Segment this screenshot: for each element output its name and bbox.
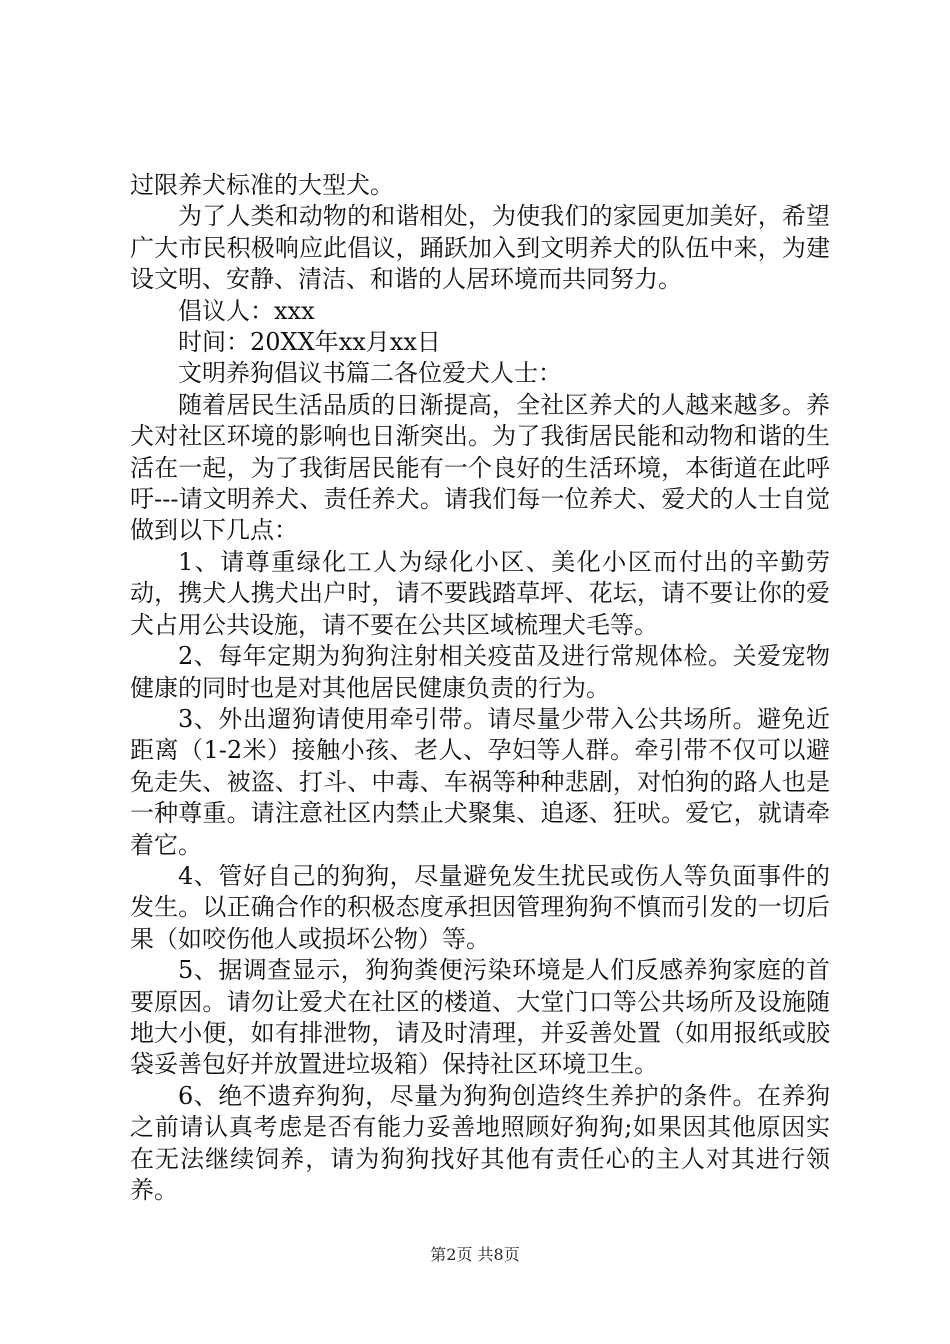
- paragraph-1: 过限养犬标准的大型犬。: [130, 171, 394, 199]
- paragraph-section-heading: 文明养狗倡议书篇二各位爱犬人士：: [178, 359, 562, 388]
- paragraph-intro: 随着居民生活品质的日渐提高，全社区养犬的人越来越多。养犬对社区环境的影响也日渐突出。为了我街居民能和动物和谐的生活在一起，为了我街居民能有一个良好的生活环境，本街道在此呼吁---请文明养犬、责任养犬。请我们每一位养犬、爱犬的人士自觉做到以下几点：: [130, 390, 830, 545]
- paragraph-proposer: 倡议人：xxx: [178, 296, 315, 325]
- paragraph-item-6: 6、绝不遗弃狗狗，尽量为狗狗创造终生养护的条件。在养狗之前请认真考虑是否有能力妥善地照顾好狗狗;如果因其他原因实在无法继续饲养，请为狗狗找好其他有责任心的主人对其进行领养。: [130, 1081, 830, 1204]
- document-body: [130, 170, 830, 1206]
- paragraph-item-1: 1、请尊重绿化工人为绿化小区、美化小区而付出的辛勤劳动，携犬人携犬出户时，请不要践踏草坪、花坛，请不要让你的爱犬占用公共设施，请不要在公共区域梳理犬毛等。: [130, 547, 830, 639]
- paragraph-item-4: 4、管好自己的狗狗，尽量避免发生扰民或伤人等负面事件的发生。以正确合作的积极态度承担因管理狗狗不慎而引发的一切后果（如咬伤他人或损坏公物）等。: [130, 861, 830, 953]
- paragraph-item-2: 2、每年定期为狗狗注射相关疫苗及进行常规体检。关爱宠物健康的同时也是对其他居民健康负责的行为。: [130, 642, 830, 702]
- paragraph-date: 时间：20XX年xx月xx日: [178, 328, 441, 357]
- paragraph-item-5: 5、据调查显示，狗狗粪便污染环境是人们反感养狗家庭的首要原因。请勿让爱犬在社区的楼道、大堂门口等公共场所及设施随地大小便，如有排泄物，请及时清理，并妥善处置（如用报纸或胶袋妥善包好并放置进垃圾箱）保持社区环境卫生。: [130, 956, 830, 1079]
- paragraph-2: 为了人类和动物的和谐相处，为使我们的家园更加美好，希望广大市民积极响应此倡议，踊跃加入到文明养犬的队伍中来，为建设文明、安静、清洁、和谐的人居环境而共同努力。: [130, 202, 830, 294]
- page-number-footer: 第2页 共8页: [430, 1245, 520, 1264]
- paragraph-item-3: 3、外出遛狗请使用牵引带。请尽量少带入公共场所。避免近距离（1-2米）接触小孩、老人、孕妇等人群。牵引带不仅可以避免走失、被盗、打斗、中毒、车祸等种种悲剧，对怕狗的路人也是一种尊重。请注意社区内禁止犬聚集、追逐、狂吠。爱它，就请牵着它。: [130, 704, 830, 859]
